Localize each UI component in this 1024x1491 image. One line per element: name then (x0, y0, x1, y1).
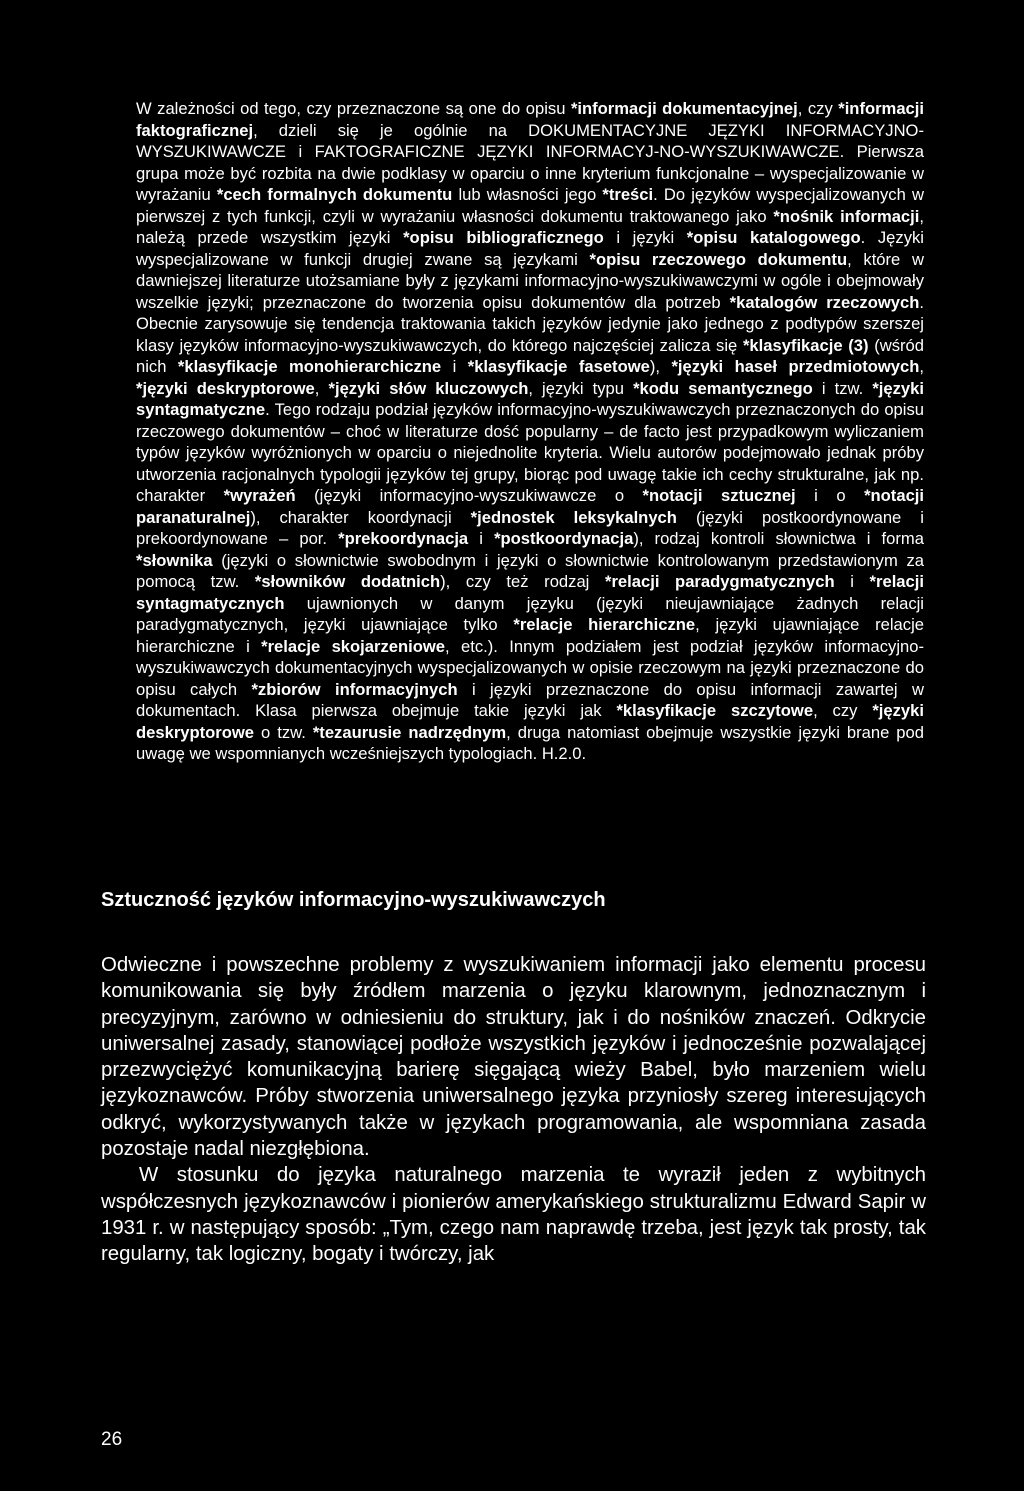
text-run: lub własności jego (452, 185, 603, 204)
text-run: . Do języków wyspecjalizowanych w pierwszej z tych funkcji, czyli w wyrażaniu własności dokumentu traktowanego jako (136, 185, 924, 226)
text-run: ujawnionych w danym języku (języki nieujawniające żadnych relacji paradygmatycznych, języki ujawniające tylko (136, 593, 924, 634)
text-run: ), czy też rodzaj (440, 572, 605, 591)
term-reference: *katalogów rzeczowych (729, 292, 920, 312)
term-reference: *postkoordynacja (494, 529, 634, 548)
term-reference: *relacje hierarchiczne (513, 615, 696, 634)
term-reference: *opisu bibliograficznego (403, 228, 604, 247)
term-reference: *informacji faktograficznej (136, 99, 924, 140)
term-reference: *klasyfikacje monohierarchiczne (177, 357, 442, 376)
text-run: i języki przeznaczone do opisu informacji zawartej w dokumentach. Klasa pierwsza obejmuje takie języki jak (136, 679, 924, 720)
text-run: , (919, 357, 924, 376)
text-run: , etc.). Innym podziałem jest podział języków informacyjno-wyszukiwawczych dokumentacyjnych wyspecjalizowanych w opisie rzeczowym na języki przeznaczone do opisu całych (136, 636, 924, 699)
text-run: , języki ujawniające relacje hierarchiczne i (136, 615, 924, 656)
text-run: i (468, 529, 495, 548)
text-run: , dzieli się je ogólnie na DOKUMENTACYJNE JĘZYKI INFORMACYJNO-WYSZUKIWAWCZE i FAKTOGRAFICZNE JĘZYKI INFORMACYJ-NO-WYSZUKIWAWCZE. Pierwsza grupa może być rozbita na dwie podklasy w oparciu o inne kryterium funkcjonalne – wyspecjalizowanie w wyrażaniu (136, 120, 924, 204)
text-run: i o (795, 486, 865, 505)
term-reference: *relacje skojarzeniowe (261, 636, 446, 656)
term-reference: *relacji paradygmatycznych (605, 572, 835, 591)
term-reference: *zbiorów informacyjnych (251, 679, 458, 699)
text-run: ), rodzaj kontroli słownictwa i forma (633, 529, 924, 548)
section-heading: Sztuczność języków informacyjno-wyszukiwawczych (101, 889, 606, 911)
term-reference: *notacji paranaturalnej (136, 486, 925, 527)
text-run: , które w dawniejszej literaturze utożsamiane były z językami informacyjno-wyszukiwawczymi w ogóle i obejmowały wszelkie języki; przeznaczone do tworzenia opisu dokumentów dla potrzeb (136, 249, 924, 312)
text-run: i tzw. (812, 378, 873, 398)
text-run: W zależności od tego, czy przeznaczone są one do opisu (136, 99, 571, 118)
term-reference: *notacji sztucznej (642, 486, 796, 505)
text-run: , (314, 378, 329, 398)
section-body (101, 952, 926, 1268)
term-reference: *języki syntagmatyczne (136, 378, 924, 419)
text-run: (wśród nich (136, 335, 924, 376)
paragraph-sapir: W stosunku do języka naturalnego marzenia te wyraził jeden z wybitnych współczesnych językoznawców i pionierów amerykańskiego strukturalizmu Edward Sapir w 1931 r. w następujący sposób: „Tym, czego nam naprawdę trzeba, jest język tak prosty, tak regularny, tak logiczny, bogaty i twórczy, jak (101, 1164, 926, 1266)
page-number: 26 (101, 1429, 123, 1450)
paragraph-odwieczne: Odwieczne i powszechne problemy z wyszukiwaniem informacji jako elementu procesu komunikowania się były źródłem marzenia o języku klarownym, jednoznacznym i precyzyjnym, zarówno w odniesieniu do struktury, jak i do nośników znaczeń. Odkrycie uniwersalnej zasady, stanowiącej podłoże wszystkich języków i jednocześnie pozwalającej przezwyciężyć komunikacyjną barierę sięgającą wieży Babel, było marzeniem wielu językoznawców. Próby stworzenia uniwersalnego języka przyniosły szereg interesujących odkryć, wykorzystywanych także w językach programowania, ale wspomniana zasada pozostaje nadal niezgłębiona. (101, 954, 926, 1161)
term-reference: *słownika (136, 550, 213, 570)
term-reference: *języki deskryptorowe (136, 701, 924, 742)
term-reference: *opisu rzeczowego dokumentu (589, 249, 848, 269)
text-run: , druga natomiast obejmuje wszystkie języki brane pod uwagę we wspomnianych wcześniejszych typologiach. H.2.0. (136, 722, 924, 763)
text-run: i (441, 357, 468, 376)
term-reference: *prekoordynacja (338, 529, 469, 548)
text-run: i języki (603, 228, 687, 247)
term-reference: *wyrażeń (223, 486, 296, 505)
text-run: o tzw. (254, 722, 313, 742)
term-reference: *języki haseł przedmiotowych (671, 357, 920, 376)
text-run: ), charakter koordynacji (250, 507, 471, 527)
term-reference: *treści (602, 185, 654, 204)
text-run: (języki o słownictwie swobodnym i języki o słownictwie kontrolowanym przedstawionym za pomocą tzw. (136, 550, 924, 591)
term-reference: *tezaurusie nadrzędnym (312, 722, 507, 742)
term-reference: *języki deskryptorowe (136, 378, 315, 398)
term-reference: *opisu katalogowego (686, 228, 861, 247)
term-reference: *klasyfikacje fasetowe (467, 357, 650, 376)
text-run: ), (649, 357, 672, 376)
text-run: (języki informacyjno-wyszukiwawcze o (295, 486, 643, 505)
text-run: , należą przede wszystkim języki (136, 206, 924, 247)
term-reference: *relacji syntagmatycznych (136, 572, 924, 613)
text-run: i (834, 572, 870, 591)
term-reference: *słowników dodatnich (254, 572, 441, 591)
text-run: . Tego rodzaju podział języków informacyjno-wyszukiwawczych przeznaczonych do opisu rzeczowego dokumentów – choć w literaturze dość popularny – de facto jest przypadkowym wyliczaniem typów języków wyróżnionych w oparciu o niejednolite kryteria. Wielu autorów podejmowało jednak próby utworzenia racjonalnych typologii języków tej grupy, biorąc pod uwagę takie ich cechy strukturalne, jak np. charakter (136, 400, 924, 505)
text-run: . Języki wyspecjalizowane w funkcji drugiej zwane są językami (136, 228, 924, 269)
term-reference: *języki słów kluczowych (328, 378, 529, 398)
term-reference: *informacji dokumentacyjnej (570, 99, 798, 118)
text-run: , czy (797, 99, 839, 118)
text-run: . Obecnie zarysowuje się tendencja traktowania takich języków jedynie jako jednego z podtypów szerszej klasy języków informacyjno-wyszukiwawczych, do którego najczęściej zalicza się (136, 292, 924, 355)
term-reference: *klasyfikacje (3) (742, 335, 869, 355)
text-run: , czy (813, 701, 873, 720)
term-reference: *nośnik informacji (773, 206, 920, 226)
term-reference: *kodu semantycznego (633, 378, 813, 398)
term-reference: *cech formalnych dokumentu (216, 185, 453, 204)
term-reference: *klasyfikacje szczytowe (616, 701, 814, 720)
text-run: (języki postkoordynowane i prekoordynowane – por. (136, 507, 924, 548)
text-run: , języki typu (528, 378, 634, 398)
term-reference: *jednostek leksykalnych (470, 507, 677, 527)
paragraph-typology (136, 98, 924, 765)
